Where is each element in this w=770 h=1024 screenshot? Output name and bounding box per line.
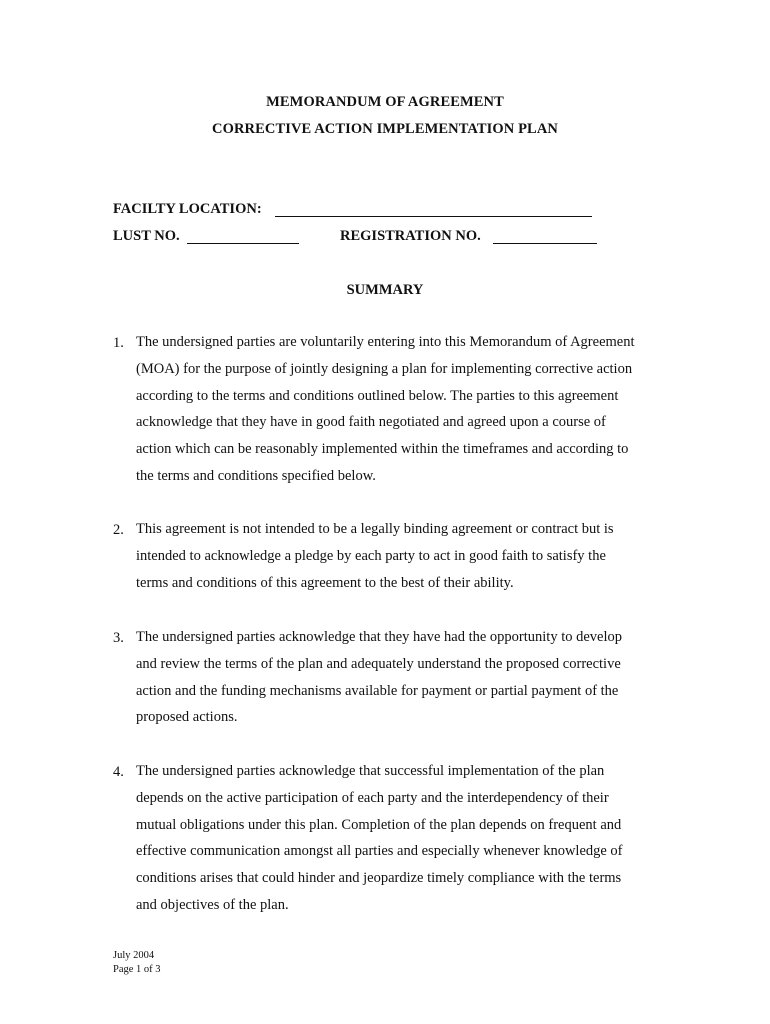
document-subtitle: CORRECTIVE ACTION IMPLEMENTATION PLAN <box>212 121 558 137</box>
footer-date: July 2004 <box>113 950 155 961</box>
item-number: 2. <box>113 522 124 538</box>
item-line: acknowledge that they have in good faith negotiated and agreed upon a course of <box>136 414 606 431</box>
item-number: 4. <box>113 764 124 780</box>
lust-no-field[interactable] <box>187 243 299 244</box>
item-line: the terms and conditions specified below. <box>136 467 376 484</box>
section-heading-summary: SUMMARY <box>346 282 424 298</box>
item-line: (MOA) for the purpose of jointly designing a plan for implementing corrective action <box>136 360 633 377</box>
item-line: intended to acknowledge a pledge by each party to act in good faith to satisfy the <box>136 547 606 564</box>
item-line: according to the terms and conditions outlined below. The parties to this agreement <box>136 387 619 404</box>
document-title: MEMORANDUM OF AGREEMENT <box>266 94 504 110</box>
registration-no-label: REGISTRATION NO. <box>340 228 481 244</box>
item-number: 3. <box>113 630 124 646</box>
item-line: effective communication amongst all parties and especially whenever knowledge of <box>136 843 623 860</box>
item-line: The undersigned parties acknowledge that successful implementation of the plan <box>136 763 605 779</box>
item-line: action and the funding mechanisms available for payment or partial payment of the <box>136 682 619 699</box>
item-line: action which can be reasonably implemented within the timeframes and according to <box>136 441 629 458</box>
item-line: The undersigned parties are voluntarily entering into this Memorandum of Agreement <box>136 334 635 350</box>
list-item <box>136 329 676 490</box>
registration-no-field[interactable] <box>493 243 597 244</box>
footer-page-number: Page 1 of 3 <box>113 964 161 975</box>
item-line: terms and conditions of this agreement to the best of their ability. <box>136 574 514 591</box>
item-number: 1. <box>113 335 124 351</box>
item-line: depends on the active participation of each party and the interdependency of their <box>136 789 609 806</box>
facility-location-label: FACILTY LOCATION: <box>113 201 262 217</box>
item-line: proposed actions. <box>136 709 238 726</box>
footer <box>113 949 161 977</box>
lust-no-label: LUST NO. <box>113 228 180 244</box>
item-line: mutual obligations under this plan. Completion of the plan depends on frequent and <box>136 816 622 833</box>
item-line: and objectives of the plan. <box>136 896 289 913</box>
item-line: and review the terms of the plan and adequately understand the proposed corrective <box>136 655 621 672</box>
facility-location-field[interactable] <box>275 216 592 217</box>
item-line: The undersigned parties acknowledge that they have had the opportunity to develop <box>136 629 623 645</box>
item-line: conditions arises that could hinder and jeopardize timely compliance with the terms <box>136 870 622 887</box>
list-item <box>136 516 676 596</box>
item-line: This agreement is not intended to be a legally binding agreement or contract but is <box>136 521 614 537</box>
list-item <box>136 758 676 919</box>
list-item <box>136 624 676 731</box>
